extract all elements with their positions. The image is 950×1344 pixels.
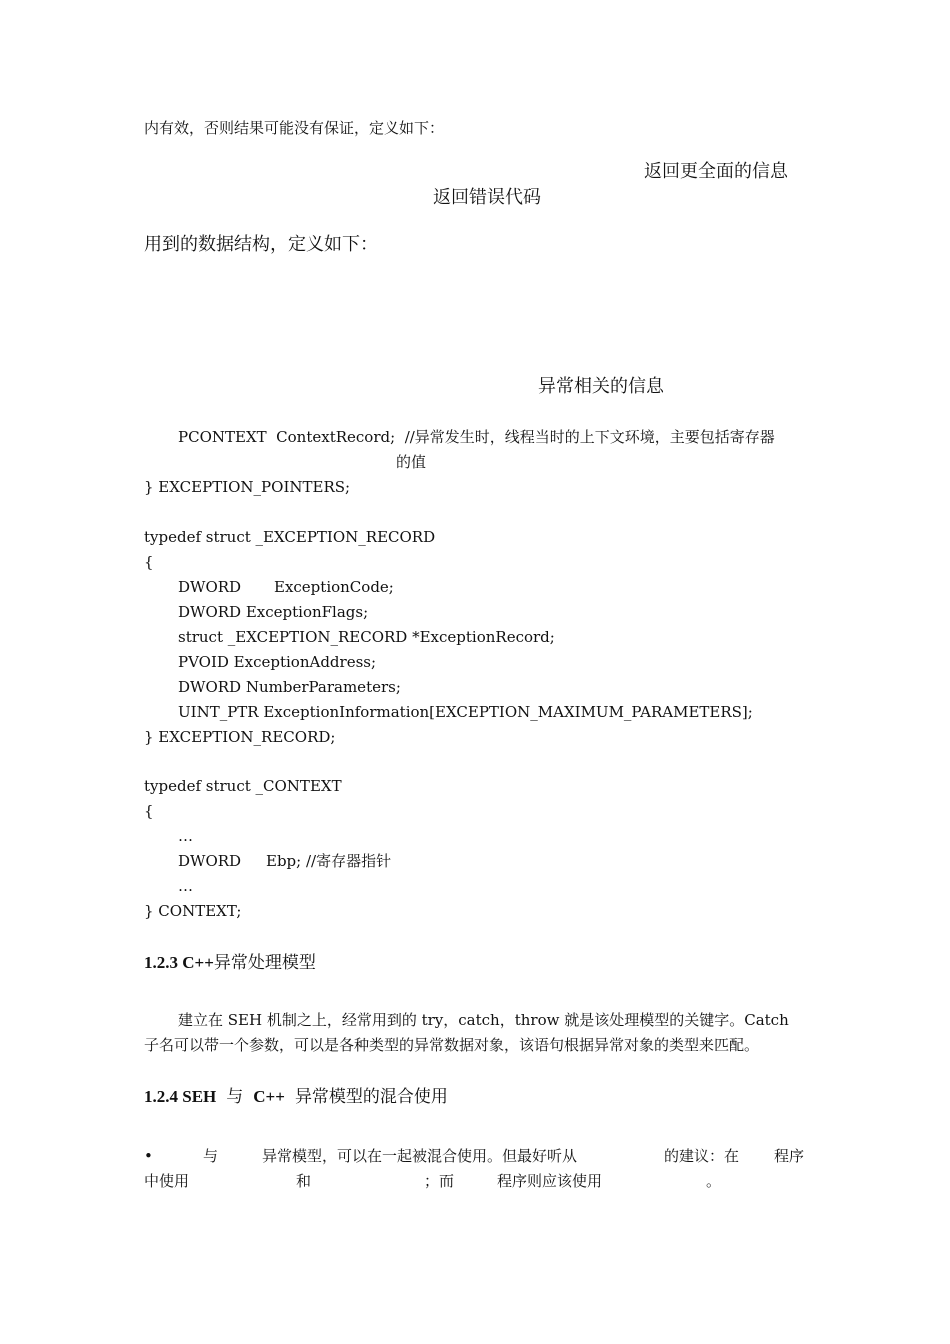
section-number: 1.2.4 SEH xyxy=(144,1087,217,1106)
text-fragment: 的建议：在 xyxy=(664,1147,740,1165)
section-title: 异常处理模型 xyxy=(213,953,316,973)
section-heading-1-2-3 xyxy=(144,952,316,974)
code-context-record-cont: 的值 xyxy=(396,453,427,471)
paragraph-cpp-line1: 建立在 SEH 机制之上，经常用到的 try，catch，throw 就是该处理模型的关键字。Catch xyxy=(178,1011,789,1029)
text-fragment: 与 xyxy=(203,1147,219,1165)
code-field-name: ExceptionCode; xyxy=(274,578,394,596)
code-exception-pointers-end: } EXCEPTION_POINTERS; xyxy=(144,478,351,496)
code-context-end: } CONTEXT; xyxy=(144,902,242,920)
code-field-type: DWORD xyxy=(178,578,242,596)
code-field: struct _EXCEPTION_RECORD *ExceptionRecord; xyxy=(178,628,555,646)
code-context-open-brace: { xyxy=(144,802,154,820)
code-field: DWORD ExceptionFlags; xyxy=(178,603,369,621)
paragraph-cpp-line2: 子名可以带一个参数，可以是各种类型的异常数据对象，该语句根据异常对象的类型来匹配。 xyxy=(144,1036,760,1054)
section-and: 与 xyxy=(226,1087,244,1107)
text-fragment: ；而 xyxy=(424,1172,455,1190)
code-field-type: DWORD xyxy=(178,852,242,870)
code-field: UINT_PTR ExceptionInformation[EXCEPTION_MAXIMUM_PARAMETERS]; xyxy=(178,703,753,721)
section-cpp: C++ xyxy=(253,1087,285,1106)
text-return-error-code: 返回错误代码 xyxy=(433,187,541,208)
section-title: 异常模型的混合使用 xyxy=(294,1087,448,1107)
text-fragment: 异常模型，可以在一起被混合使用。但最好听从 xyxy=(262,1147,578,1165)
paragraph-data-structures: 用到的数据结构，定义如下： xyxy=(144,234,378,255)
bullet-icon: • xyxy=(144,1147,153,1165)
code-ellipsis: … xyxy=(178,827,193,845)
text-exception-info: 异常相关的信息 xyxy=(538,376,664,397)
code-field: PVOID ExceptionAddress; xyxy=(178,653,377,671)
code-context-record: PCONTEXT ContextRecord; //异常发生时，线程当时的上下文环境，主要包括寄存器 xyxy=(178,428,775,446)
text-fragment: 。 xyxy=(706,1172,722,1190)
paragraph-definition-intro: 内有效，否则结果可能没有保证，定义如下： xyxy=(144,119,445,137)
code-context-typedef: typedef struct _CONTEXT xyxy=(144,777,342,795)
text-fragment: 中使用 xyxy=(144,1172,190,1190)
text-fragment: 和 xyxy=(296,1172,312,1190)
text-return-full-info: 返回更全面的信息 xyxy=(644,161,788,182)
code-ellipsis: … xyxy=(178,877,193,895)
text-fragment: 程序则应该使用 xyxy=(497,1172,603,1190)
section-heading-1-2-4 xyxy=(144,1086,448,1108)
code-field-name: Ebp; //寄存器指针 xyxy=(266,852,392,870)
code-record-open-brace: { xyxy=(144,553,154,571)
section-number: 1.2.3 C++ xyxy=(144,953,214,972)
code-record-typedef: typedef struct _EXCEPTION_RECORD xyxy=(144,528,436,546)
code-field: DWORD NumberParameters; xyxy=(178,678,401,696)
text-fragment: 程序 xyxy=(774,1147,805,1165)
code-record-end: } EXCEPTION_RECORD; xyxy=(144,728,336,746)
